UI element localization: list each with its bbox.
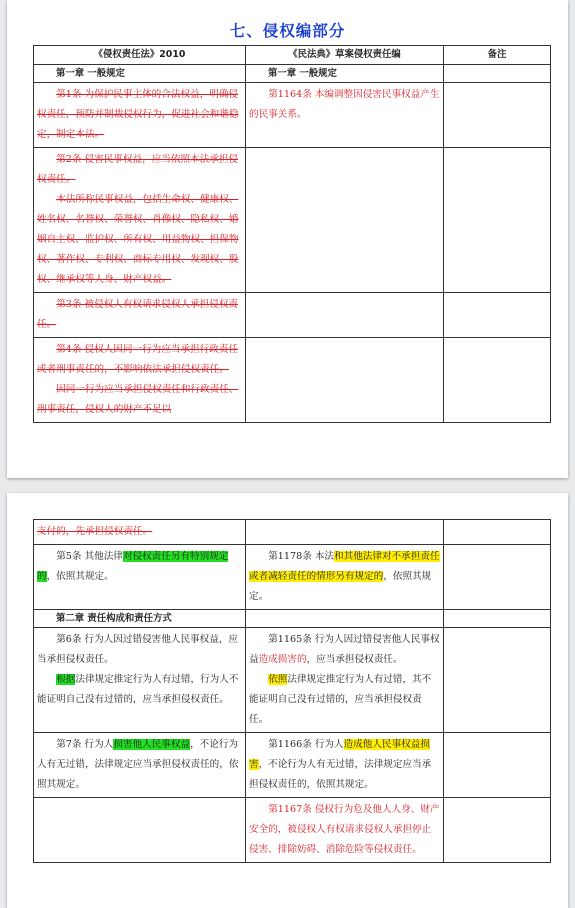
new-article-cell [246, 798, 444, 863]
table-row [34, 83, 551, 148]
document-page-2 [7, 493, 568, 908]
section-title: 七、侵权编部分 [229, 22, 346, 40]
article-5-highlight: 对侵权责任另有特别规定的 [37, 551, 229, 582]
table-row [34, 338, 551, 423]
article-1178-text: 第1178条 本法 [268, 551, 335, 562]
chapter-heading-old: 第二章 责任构成和责任方式 [34, 610, 246, 628]
remarks-cell [444, 293, 551, 338]
article-7-text: 第7条 行为人 [56, 739, 114, 750]
remarks-cell [444, 83, 551, 148]
remarks-cell [444, 733, 551, 798]
article-1165-highlight: 依照 [268, 674, 288, 685]
chapter-heading-new [246, 610, 444, 628]
article-5-text-end: ，依照其规定。 [46, 571, 114, 582]
article-1165-added: 造成损害的 [258, 654, 307, 665]
article-6-paragraph-2-text: 法律规定推定行为人有过错，行为人不能证明自己没有过错的，应当承担侵权责任。 [37, 674, 239, 705]
table-header-row [34, 46, 551, 65]
article-1166-text-end: ，不论行为人有无过错，法律规定应当承担侵权责任的，依照其规定。 [249, 759, 432, 790]
header-civil-code-draft: 《民法典》草案侵权责任编 [246, 46, 444, 65]
chapter-row [34, 65, 551, 83]
article-1165 [249, 630, 440, 670]
remarks-cell [444, 545, 551, 610]
article-1164: 第1164条 本编调整因侵害民事权益产生的民事关系。 [249, 89, 440, 120]
article-6-paragraph-2 [37, 670, 242, 710]
article-1-deleted: 第1条 为保护民事主体的合法权益，明确侵权责任，预防并制裁侵权行为，促进社会和谐稳定，制定本法。 [37, 89, 239, 140]
article-4-paragraph-2-deleted: 因同一行为应当承担侵权责任和行政责任、刑事责任，侵权人的财产不足以 [37, 384, 239, 415]
article-1165-text: 第1165条 行为人因过错侵害他人民事权益 [249, 634, 440, 665]
article-1178-highlight: 和其他法律对不承担责任或者减轻责任的情形另有规定的 [249, 551, 440, 582]
article-6-highlight: 根据 [56, 674, 76, 685]
new-article-cell [246, 545, 444, 610]
old-article-cell [34, 520, 246, 545]
remarks-cell [444, 148, 551, 293]
old-article-cell [34, 798, 246, 863]
chapter-row [34, 610, 551, 628]
old-article-cell [34, 148, 246, 293]
new-article-cell [246, 628, 444, 733]
new-article-cell [246, 520, 444, 545]
new-article-cell [246, 148, 444, 293]
table-row [34, 148, 551, 293]
article-1166 [249, 735, 440, 795]
article-7-highlight: 损害他人民事权益 [113, 739, 191, 750]
table-row [34, 520, 551, 545]
article-6: 第6条 行为人因过错侵害他人民事权益，应当承担侵权责任。 [37, 634, 239, 665]
old-article-cell [34, 293, 246, 338]
article-1178 [249, 547, 440, 607]
article-3-deleted: 第3条 被侵权人有权请求侵权人承担侵权责任。 [37, 299, 239, 330]
remarks-cell [444, 798, 551, 863]
table-row [34, 628, 551, 733]
comparison-table-continued [33, 519, 551, 863]
new-article-cell [246, 83, 444, 148]
remarks-cell [444, 610, 551, 628]
article-1167: 第1167条 侵权行为危及他人人身、财产安全的，被侵权人有权请求侵权人承担停止侵害、排除妨碍、消除危险等侵权责任。 [249, 804, 440, 855]
article-5-text: 第5条 其他法律 [56, 551, 123, 562]
article-4-deleted: 第4条 侵权人因同一行为应当承担行政责任或者刑事责任的，不影响依法承担侵权责任。 [37, 344, 239, 375]
remarks-cell [444, 628, 551, 733]
new-article-cell [246, 733, 444, 798]
document-page-1 [7, 0, 568, 478]
new-article-cell [246, 293, 444, 338]
table-row [34, 545, 551, 610]
article-1165-text-end: ，应当承担侵权责任。 [306, 654, 403, 665]
article-1178-text-end: ，依照其规定。 [249, 571, 432, 602]
header-tort-law-2010: 《侵权责任法》2010 [34, 46, 246, 65]
chapter-heading-new: 第一章 一般规定 [246, 65, 444, 83]
old-article-cell [34, 83, 246, 148]
comparison-table [33, 45, 551, 423]
table-row [34, 733, 551, 798]
table-row [34, 293, 551, 338]
article-5 [37, 547, 242, 587]
article-1166-highlight: 造成他人民事权益损害 [249, 739, 430, 770]
article-1166-text: 第1166条 行为人 [268, 739, 344, 750]
article-4-continued-deleted: 支付的，先承担侵权责任。 [37, 526, 153, 537]
old-article-cell [34, 545, 246, 610]
remarks-cell [444, 520, 551, 545]
remarks-cell [444, 65, 551, 83]
article-1165-paragraph-2 [249, 670, 440, 730]
old-article-cell [34, 628, 246, 733]
article-1165-paragraph-2-text: 法律规定推定行为人有过错，其不能证明自己没有过错的，应当承担侵权责任。 [249, 674, 432, 725]
article-7 [37, 735, 242, 795]
article-2-paragraph-2-deleted: 本法所称民事权益，包括生命权、健康权、姓名权、名誉权、荣誉权、肖像权、隐私权、婚姻自主权、监护权、所有权、用益物权、担保物权、著作权、专利权、商标专用权、发现权、股权、继承权等人身、财产权益。 [37, 194, 239, 285]
old-article-cell [34, 733, 246, 798]
new-article-cell [246, 338, 444, 423]
old-article-cell [34, 338, 246, 423]
chapter-heading-old: 第一章 一般规定 [34, 65, 246, 83]
header-remarks: 备注 [444, 46, 551, 65]
table-row [34, 798, 551, 863]
remarks-cell [444, 338, 551, 423]
article-7-text-end: ，不论行为人有无过错，法律规定应当承担侵权责任的，依照其规定。 [37, 739, 239, 790]
article-2-deleted: 第2条 侵害民事权益，应当依照本法承担侵权责任。 [37, 154, 239, 185]
